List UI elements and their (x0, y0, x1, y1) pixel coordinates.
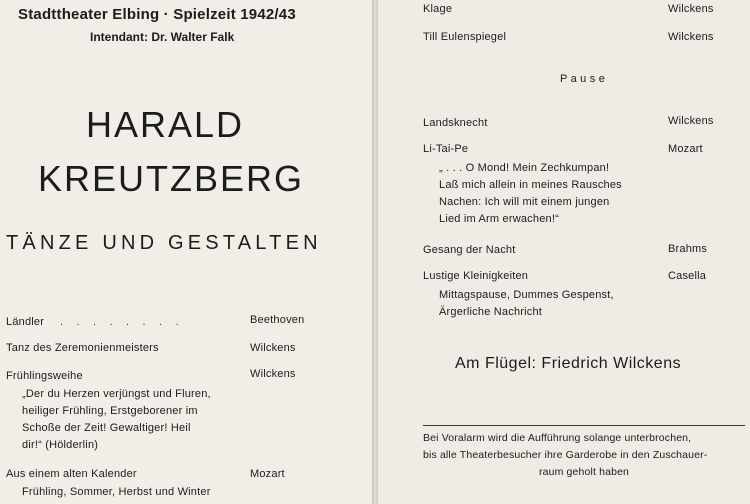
quote-line: Schoße der Zeit! Gewaltiger! Heil (22, 422, 191, 434)
litaipe-quote (439, 160, 622, 228)
program-composer: Beethoven (250, 314, 305, 326)
program-composer: Wilckens (250, 342, 296, 354)
theater-header: Stadttheater Elbing · Spielzeit 1942/43 (18, 6, 296, 23)
program-composer: Wilckens (668, 31, 714, 43)
program-title: Li-Tai-Pe (423, 143, 469, 155)
program-subtitle: TÄNZE UND GESTALTEN (6, 232, 322, 254)
quote-line: Laß mich allein in meines Rausches (439, 179, 622, 191)
right-page (378, 0, 750, 504)
intendant-line: Intendant: Dr. Walter Falk (90, 30, 235, 44)
program-title: Gesang der Nacht (423, 244, 516, 256)
program-composer: Wilckens (668, 115, 714, 127)
notice-line: Bei Voralarm wird die Aufführung solange unterbrochen, (423, 432, 692, 444)
program-title: Till Eulenspiegel (423, 31, 507, 43)
left-page (0, 0, 372, 504)
program-composer: Mozart (250, 468, 285, 480)
quote-line: Lied im Arm erwachen!“ (439, 213, 559, 225)
artist-first-name: HARALD (86, 104, 245, 145)
program-composer: Mozart (668, 143, 703, 155)
kleinigkeiten-list (439, 287, 614, 321)
program-title: Lustige Kleinigkeiten (423, 270, 529, 282)
air-raid-notice (423, 430, 750, 481)
program-title: Ländler (6, 316, 45, 328)
divider-line (423, 425, 745, 426)
program-title: Aus einem alten Kalender (6, 468, 137, 480)
program-title: Tanz des Zeremonienmeisters (6, 342, 159, 354)
quote-line: dir!“ (Hölderlin) (22, 439, 99, 451)
program-title: Frühlingsweihe (6, 370, 83, 382)
hoelderlin-quote (22, 386, 211, 454)
artist-last-name: KREUTZBERG (38, 158, 305, 199)
quote-line: heiliger Frühling, Erstgeborener im (22, 405, 198, 417)
pause-heading: P a u s e (560, 73, 606, 85)
program-title: Klage (423, 3, 453, 15)
quote-line: Nachen: Ich will mit einem jungen (439, 196, 610, 208)
program-composer: Brahms (668, 243, 708, 255)
quote-line: „ . . . O Mond! Mein Zechkumpan! (439, 162, 610, 174)
notice-line: raum geholt haben (538, 466, 630, 478)
leader-dots: . . . . . . . . (60, 316, 184, 328)
piano-credit: Am Flügel: Friedrich Wilckens (455, 355, 682, 372)
program-subtitle-line: Frühling, Sommer, Herbst und Winter (22, 486, 211, 498)
notice-line: bis alle Theaterbesucher ihre Garderobe in den Zuschauer- (423, 449, 708, 461)
program-composer: Casella (668, 270, 707, 282)
sub-line: Mittagspause, Dummes Gespenst, (439, 289, 614, 301)
program-title: Landsknecht (423, 117, 488, 129)
sub-line: Ärgerliche Nachricht (439, 306, 543, 318)
program-composer: Wilckens (668, 3, 714, 15)
program-composer: Wilckens (250, 368, 296, 380)
quote-line: „Der du Herzen verjüngst und Fluren, (22, 388, 211, 400)
